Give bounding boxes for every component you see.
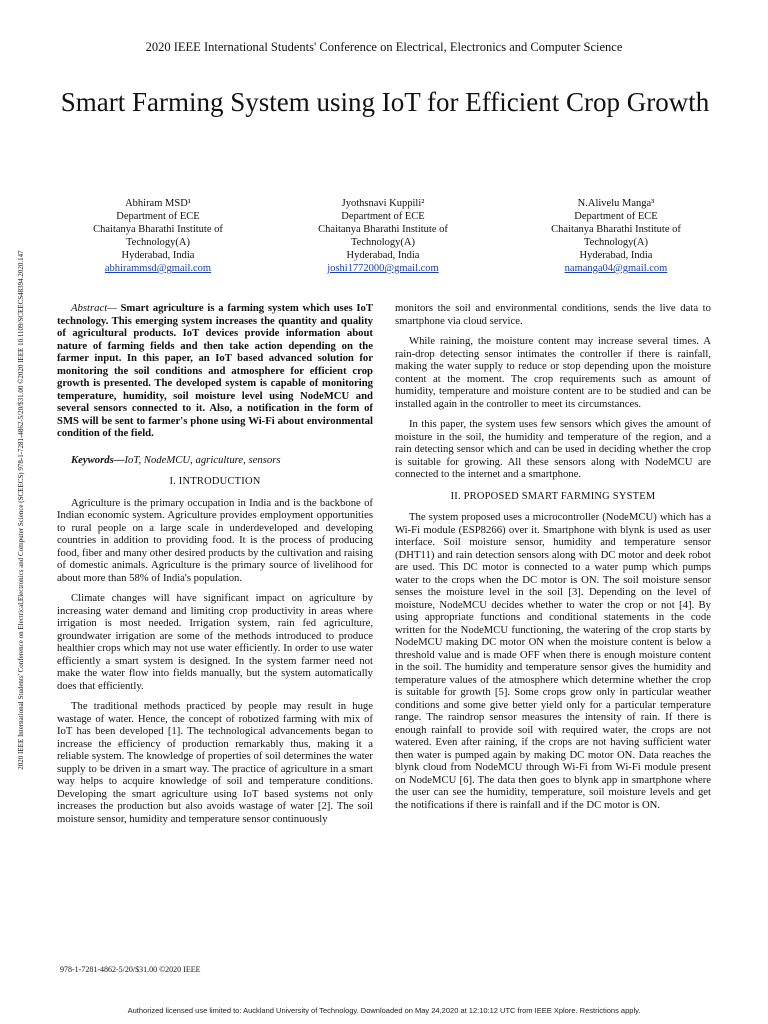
author-institute: Chaitanya Bharathi Institute of: [551, 224, 681, 235]
author-name: Abhiram MSD¹: [125, 198, 191, 209]
author-institute-2: Technology(A): [584, 237, 648, 248]
author-city: Hyderabad, India: [121, 250, 195, 261]
paragraph: Agriculture is the primary occupation in India and is the backbone of Indian economic system. Agriculture provides employment opportunities to rural people on a large scale in underdeveloped and developing countries in addition to providing food. It is the process of producing food, fiber and many other desired products by the cultivation and raising of domestic animals. Agriculture is the primary source of livelihood for about more than 58% of India's population.: [57, 496, 373, 584]
paragraph: The traditional methods practiced by people may result in huge wastage of water. Hence, the concept of robotized farming with mix of IoT has been developed [1]. The technological advancements began to increase the efficiency of production remarkably thus, making it a reliable system. The knowledge of properties of soil determines the water supply to be driven in a smart way. The practice of agriculture in a smart way helps to acquire knowledge of soil and temperature conditions. Developing the smart agriculture using IoT based systems not only increases the production but also avoids wastage of water [2]. The soil moisture sensor, humidity and temperature sensor continuously: [57, 700, 373, 825]
author-email-link[interactable]: joshi1772000@gmail.com: [327, 263, 439, 274]
author-dept: Department of ECE: [116, 211, 200, 222]
author-name: N.Alivelu Manga³: [577, 198, 655, 209]
author-city: Hyderabad, India: [579, 250, 653, 261]
paper-title: Smart Farming System using IoT for Efficient Crop Growth: [60, 87, 710, 117]
author-block-3: [516, 197, 716, 275]
author-dept: Department of ECE: [341, 211, 425, 222]
section-heading-proposed-system: II. PROPOSED SMART FARMING SYSTEM: [450, 490, 656, 502]
abstract-text: Smart agriculture is a farming system which uses IoT technology. This emerging system increases the quantity and quality of agricultural products. IoT devices provide information about nature of farming fields and then take action depending on the farmer input. In this paper, an IoT based advanced solution for monitoring the soil conditions and atmosphere for efficient crop growth is presented. The developed system is capable of monitoring temperature, humidity, soil moisture level using NodeMCU and several sensors connected to it. Also, a notification in the form of SMS will be sent to farmer's phone using Wi-Fi about environmental condition of the field.: [57, 302, 373, 439]
copyright-line: 978-1-7281-4862-5/20/$31.00 ©2020 IEEE: [60, 965, 201, 974]
keywords-text: IoT, NodeMCU, agriculture, sensors: [124, 453, 281, 466]
author-email-link[interactable]: abhirammsd@gmail.com: [104, 263, 212, 274]
section-heading-introduction: I. INTRODUCTION: [169, 476, 261, 487]
keywords: [57, 454, 373, 467]
side-citation-text: 2020 IEEE International Students' Conference on Electrical,Electronics and Computer Science (SCEECS) 978-1-7281-4862-5/20/$31.00 ©2020 IEEE 10.1109/SCEECS48394.2020.147: [17, 250, 25, 770]
right-column: [395, 302, 711, 819]
keywords-label: Keywords—: [71, 453, 125, 466]
abstract: [57, 302, 373, 440]
paragraph: The system proposed uses a microcontroller (NodeMCU) which has a Wi-Fi module (ESP8266) over it. Smartphone with blynk is used as user interface. Soil moisture sensor, humidity and temperature sensor (DHT11) and rain detection sensors along with DC motor and deek robot are used. This DC motor is connected to a water pump which pumps water to the crops when the DC motor is ON. The soil moisture sensor senses the moisture level in the soil [3]. Depending on the level of moisture, NodeMCU decides whether to water the crop or not [4]. By using appropriate functions and conditional statements in the code written for the NodeMCU functioning, the watering of the crop starts by NodeMCU making DC motor ON when the moisture content is below a threshold value and is made OFF when there is enough moisture content in the soil. The humidity and temperature sensor gives the humidity and temperature values of the atmosphere which determine whether the crop is suitable for growth [5]. Some crops grow only in particular weather conditions and some give better yield only for a particular temperature range. The raindrop sensor measures the intensity of rain. If there is enough rainfall to provide soil with required water, the crops are not watered. Even after raining, if the crops are not having sufficient water then water is pumped again by making DC motor ON. Data reaches the blynk cloud from NodeMCU through Wi-Fi from Wi-Fi module present on NodeMCU [6]. The data then goes to blynk app in smartphone where the user can see the humidity, temperature, soil moisture levels and get the notifications if there is rainfall and if the DC motor is ON.: [395, 511, 711, 811]
author-institute: Chaitanya Bharathi Institute of: [318, 224, 448, 235]
left-column: [57, 302, 373, 833]
author-institute-2: Technology(A): [351, 237, 415, 248]
author-institute-2: Technology(A): [126, 237, 190, 248]
author-city: Hyderabad, India: [346, 250, 420, 261]
paragraph: In this paper, the system uses few sensors which gives the amount of moisture in the soil, the humidity and temperature of the region, and a rain detecting sensor which and can be used in deciding whether the crop is suitable for growing. All these sensors along with NodeMCU are connected to the internet and a smartphone.: [395, 418, 711, 480]
paragraph: While raining, the moisture content may increase several times. A rain-drop detecting sensor intimates the controller if there is rainfall, making the water supply to reduce or stop depending upon the moisture content at the moment. The crop requirements such as amount of humidity, temperature and moisture content are to be studied and can be installed again in the controller to meet its circumstances.: [395, 335, 711, 410]
author-block-1: [58, 197, 258, 275]
authorized-use-notice: Authorized licensed use limited to: Auckland University of Technology. Downloaded on May 24,2020 at 12:10:12 UTC from IEEE Xplore. Restrictions apply.: [127, 1006, 641, 1015]
author-institute: Chaitanya Bharathi Institute of: [93, 224, 223, 235]
abstract-label: Abstract—: [71, 302, 117, 314]
author-block-2: [283, 197, 483, 275]
author-email-link[interactable]: namanga04@gmail.com: [564, 263, 668, 274]
side-citation: [15, 150, 27, 870]
conference-header: 2020 IEEE International Students' Conference on Electrical, Electronics and Computer Science: [145, 40, 623, 54]
paragraph: monitors the soil and environmental conditions, sends the live data to smartphone via cloud service.: [395, 302, 711, 327]
paragraph: Climate changes will have significant impact on agriculture by increasing water demand and limiting crop productivity in areas where irrigation is most needed. Irrigation system, rain fed agriculture, groundwater irrigation are some of the methods introduced to produce healthier crops which may not use water efficiently. In order to use water efficiently a smart system is designed. In the system farmer need not make the water flow into fields manually, but the system automatically does that efficiently.: [57, 592, 373, 692]
author-name: Jyothsnavi Kuppili²: [341, 198, 425, 209]
author-dept: Department of ECE: [574, 211, 658, 222]
